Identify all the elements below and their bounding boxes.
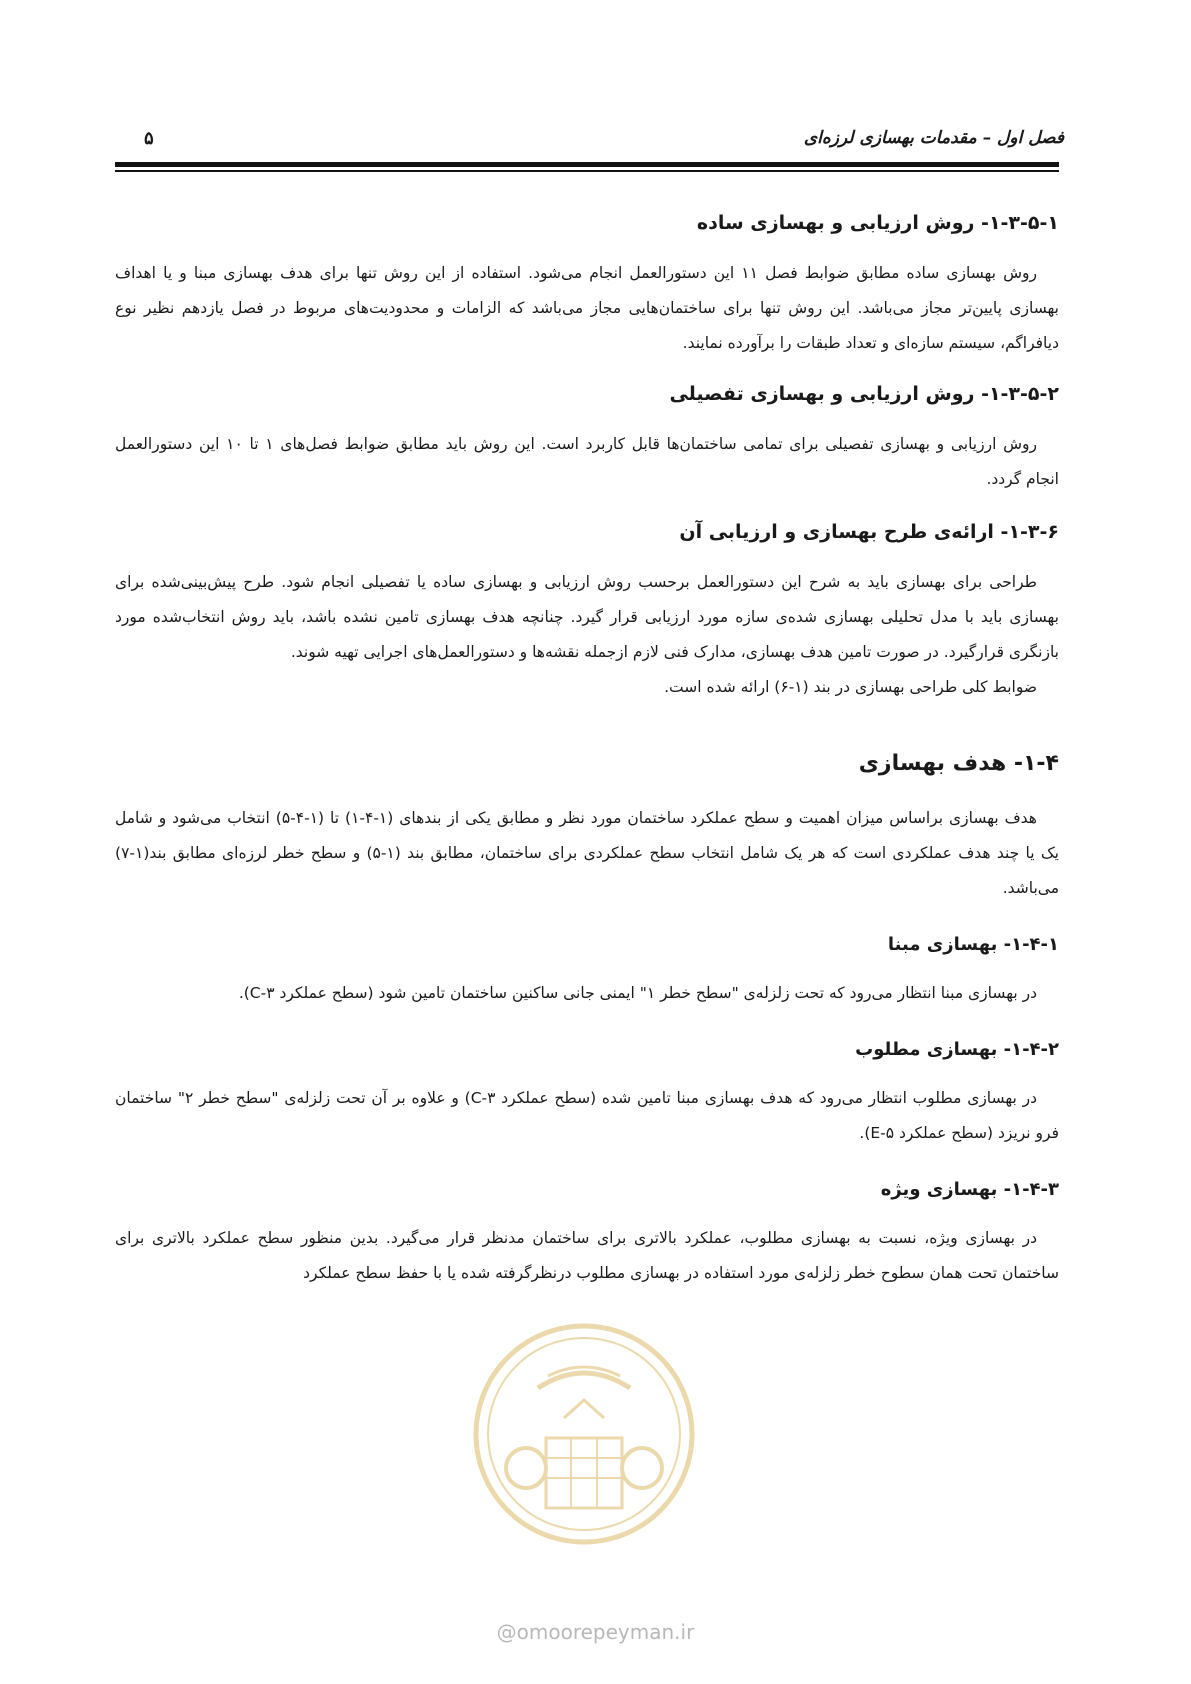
body-paragraph: ضوابط کلی طراحی بهسازی در بند (۱-۶) ارائه شده است. [664,678,1037,696]
body-paragraph: در بهسازی ویژه، نسبت به بهسازی مطلوب، عملکرد بالاتری برای ساختمان مدنظر قرار می‌گیرد. بدین منظور سطح عملکرد بالاتری برای ساختمان تحت همان سطوح خطر زلزله‌ی مورد استفاده در بهسازی مطلوب درنظرگرفته شده یا با حفظ سطح عملکرد [115,1229,1059,1282]
section-heading: ۱-۳-۵-۱- روش ارزیابی و بهسازی ساده [696,212,1059,234]
subsection-heading: ۱-۴-۱- بهسازی مبنا [887,934,1059,955]
body-paragraph: هدف بهسازی براساس میزان اهمیت و سطح عملکرد ساختمان مورد نظر و مطابق یکی از بندهای (۱-۴-۱) تا (۱-۴-۵) انتخاب می‌شود و شامل یک یا چند هدف عملکردی است که هر یک شامل انتخاب سطح عملکردی برای ساختمان، مطابق بند (۱-۵) و سطح خطر لرزه‌ای مطابق بند(۱-۷) می‌باشد. [115,809,1060,897]
main-section-heading: ۱-۴- هدف بهسازی [858,751,1059,776]
running-header-title: فصل اول – مقدمات بهسازی لرزه‌ای [803,128,1064,148]
body-paragraph: طراحی برای بهسازی باید به شرح این دستورالعمل برحسب روش ارزیابی و بهسازی ساده یا تفصیلی انجام شود. طرح پیش‌بینی‌شده برای بهسازی باید با مدل تحلیلی بهسازی شده‌ی سازه مورد ارزیابی قرار گیرد. چنانچه هدف بهسازی تامین نشده باشد، باید روش انتخاب‌شده مورد بازنگری قرارگیرد. در صورت تامین هدف بهسازی، مدارک فنی لازم ازجمله نقشه‌ها و دستورالعمل‌های اجرایی تهیه شوند. [115,573,1059,661]
body-paragraph: در بهسازی مبنا انتظار می‌رود که تحت زلزله‌ی "سطح خطر ۱" ایمنی جانی ساکنین ساختمان تامین شود (سطح عملکرد C-۳). [238,984,1037,1002]
body-paragraph: روش بهسازی ساده مطابق ضوابط فصل ۱۱ این دستورالعمل انجام می‌شود. استفاده از این روش تنها برای هدف بهسازی مبنا و یا اهداف بهسازی پایین‌تر مجاز می‌باشد. این روش تنها برای ساختمان‌هایی مجاز می‌باشد که الزامات و محدودیت‌های مربوط در فصل یازدهم نظیر نوع دیافراگم، سیستم سازه‌ای و تعداد طبقات را برآورده نمایند. [115,264,1059,352]
section-heading: ۱-۳-۵-۲- روش ارزیابی و بهسازی تفصیلی [669,383,1059,405]
subsection-heading: ۱-۴-۲- بهسازی مطلوب [855,1039,1059,1060]
body-paragraph: روش ارزیابی و بهسازی تفصیلی برای تمامی ساختمان‌ها قابل کاربرد است. این روش باید مطابق ضوابط فصل‌های ۱ تا ۱۰ این دستورالعمل انجام گردد. [115,435,1059,488]
header-rule-thick [115,162,1059,167]
watermark-url: @omoorepeyman.ir [496,1620,695,1644]
document-body [115,210,1059,1291]
body-paragraph: در بهسازی مطلوب انتظار می‌رود که هدف بهسازی مبنا تامین شده (سطح عملکرد C-۳) و علاوه بر آن تحت زلزله‌ی "سطح خطر ۲" ساختمان فرو نریزد (سطح عملکرد E-۵). [115,1089,1059,1142]
page-number: ۵ [144,128,154,149]
section-heading: ۱-۳-۶- ارائه‌ی طرح بهسازی و ارزیابی آن [679,521,1059,543]
watermark-seal-icon [468,1318,700,1550]
header-rule-thin [115,170,1059,172]
subsection-heading: ۱-۴-۳- بهسازی ویژه [880,1179,1059,1200]
